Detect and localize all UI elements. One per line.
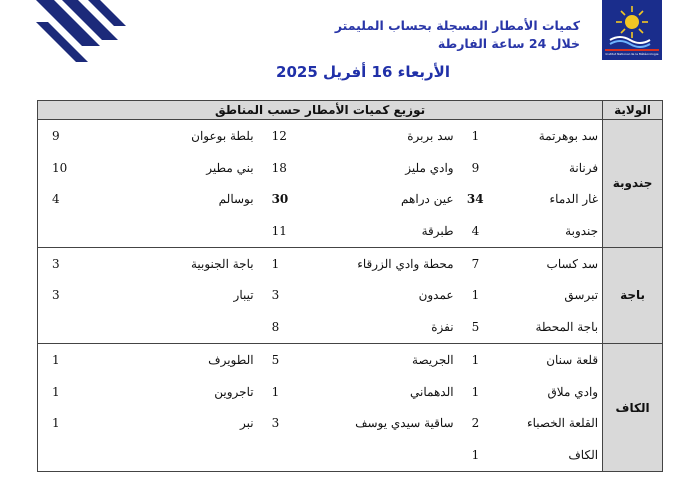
table-row <box>38 183 663 215</box>
station-name: تاجروين <box>214 384 254 399</box>
station-name: الطويرف <box>88 344 258 376</box>
rain-value: 30 <box>271 192 289 207</box>
station-name: ساقية سيدي يوسف <box>355 416 454 431</box>
rain-value: 1 <box>38 344 88 376</box>
station-name: بوسالم <box>218 192 254 207</box>
table-row <box>38 152 663 184</box>
station-name: سد بربرة <box>303 120 458 152</box>
table-row <box>38 311 663 343</box>
table-row <box>38 280 663 312</box>
station-name <box>88 311 258 343</box>
station-name: وادي مليز <box>405 160 454 175</box>
rain-value: 4 <box>471 224 480 239</box>
station-name: غار الدماء <box>549 192 599 207</box>
report-date: الأربعاء 16 أفريل 2025 <box>276 63 450 81</box>
table-header <box>38 101 663 120</box>
station-name: نفزة <box>431 320 454 335</box>
station-name: باجة الجنوبية <box>88 247 258 279</box>
station-name: تبرسق <box>564 288 599 303</box>
rain-value: 1 <box>271 384 280 399</box>
rain-value: 4 <box>38 183 88 215</box>
rain-value: 7 <box>458 247 488 279</box>
station-name: بلطة بوعوان <box>88 120 258 152</box>
governorate-cell: الكاف <box>603 344 663 472</box>
station-name: محطة وادي الزرقاء <box>303 247 458 279</box>
rain-value <box>38 215 88 247</box>
rain-value <box>258 439 303 471</box>
rain-value: 5 <box>471 320 480 335</box>
decorative-stripes <box>36 0 126 62</box>
rain-value: 3 <box>271 288 280 303</box>
station-name: قلعة سنان <box>488 344 603 376</box>
station-name: سد كساب <box>488 247 603 279</box>
station-name <box>88 215 258 247</box>
station-name <box>88 439 258 471</box>
report-title: كميات الأمطار المسجلة بحساب المليمتر <box>334 18 580 33</box>
station-name: تيبار <box>233 288 254 303</box>
rain-value <box>38 439 88 471</box>
station-name: الدهماني <box>410 384 454 399</box>
governorate-header: الولاية <box>603 101 663 120</box>
table-row <box>38 344 663 376</box>
station-name: وادي ملاق <box>547 384 599 399</box>
rain-value: 8 <box>271 320 280 335</box>
rain-value: 3 <box>38 247 88 279</box>
rain-value: 5 <box>258 344 303 376</box>
rain-value: 9 <box>471 160 480 175</box>
rain-value: 10 <box>38 152 88 184</box>
station-name: فرنانة <box>568 160 599 175</box>
station-name: نبر <box>239 416 254 431</box>
rain-value: 1 <box>458 439 488 471</box>
station-name: الكاف <box>488 439 603 471</box>
station-name: عمدون <box>418 288 454 303</box>
table-row <box>38 376 663 408</box>
rain-value: 1 <box>471 384 480 399</box>
rain-value: 1 <box>458 344 488 376</box>
rain-value: 1 <box>258 247 303 279</box>
rain-value: 1 <box>458 120 488 152</box>
table-row <box>38 439 663 471</box>
governorate-cell: باجة <box>603 247 663 343</box>
distribution-header: توزيع كميات الأمطار حسب المناطق <box>38 101 603 120</box>
station-name: الجريصة <box>303 344 458 376</box>
rain-value <box>38 311 88 343</box>
table-row <box>38 247 663 279</box>
rain-value: 34 <box>466 192 484 207</box>
inm-logo-icon <box>602 0 662 60</box>
report-subtitle: خلال 24 ساعة الفارطة <box>437 36 580 51</box>
logo-caption: Institut National de la Météorologie <box>605 52 659 56</box>
governorate-cell: جندوبة <box>603 120 663 248</box>
rain-value: 3 <box>271 416 280 431</box>
station-name: بني مطير <box>206 160 254 175</box>
station-name <box>303 439 458 471</box>
rain-value: 18 <box>271 160 287 175</box>
station-name: القلعة الخصباء <box>526 416 599 431</box>
rain-value: 9 <box>38 120 88 152</box>
rain-value: 1 <box>38 376 88 408</box>
rain-value: 2 <box>471 416 480 431</box>
rainfall-table <box>37 100 663 472</box>
rain-value: 1 <box>471 288 480 303</box>
table-row <box>38 120 663 152</box>
rain-value: 12 <box>258 120 303 152</box>
station-name: عين دراهم <box>401 192 454 207</box>
station-name: طبرقة <box>421 224 454 239</box>
station-name: سد بوهرتمة <box>488 120 603 152</box>
rain-value: 1 <box>38 407 88 439</box>
table-row <box>38 215 663 247</box>
table-row <box>38 407 663 439</box>
rain-value: 3 <box>38 280 88 312</box>
rain-value: 11 <box>271 224 287 239</box>
station-name: جندوبة <box>565 224 599 239</box>
station-name: باجة المحطة <box>535 320 599 335</box>
